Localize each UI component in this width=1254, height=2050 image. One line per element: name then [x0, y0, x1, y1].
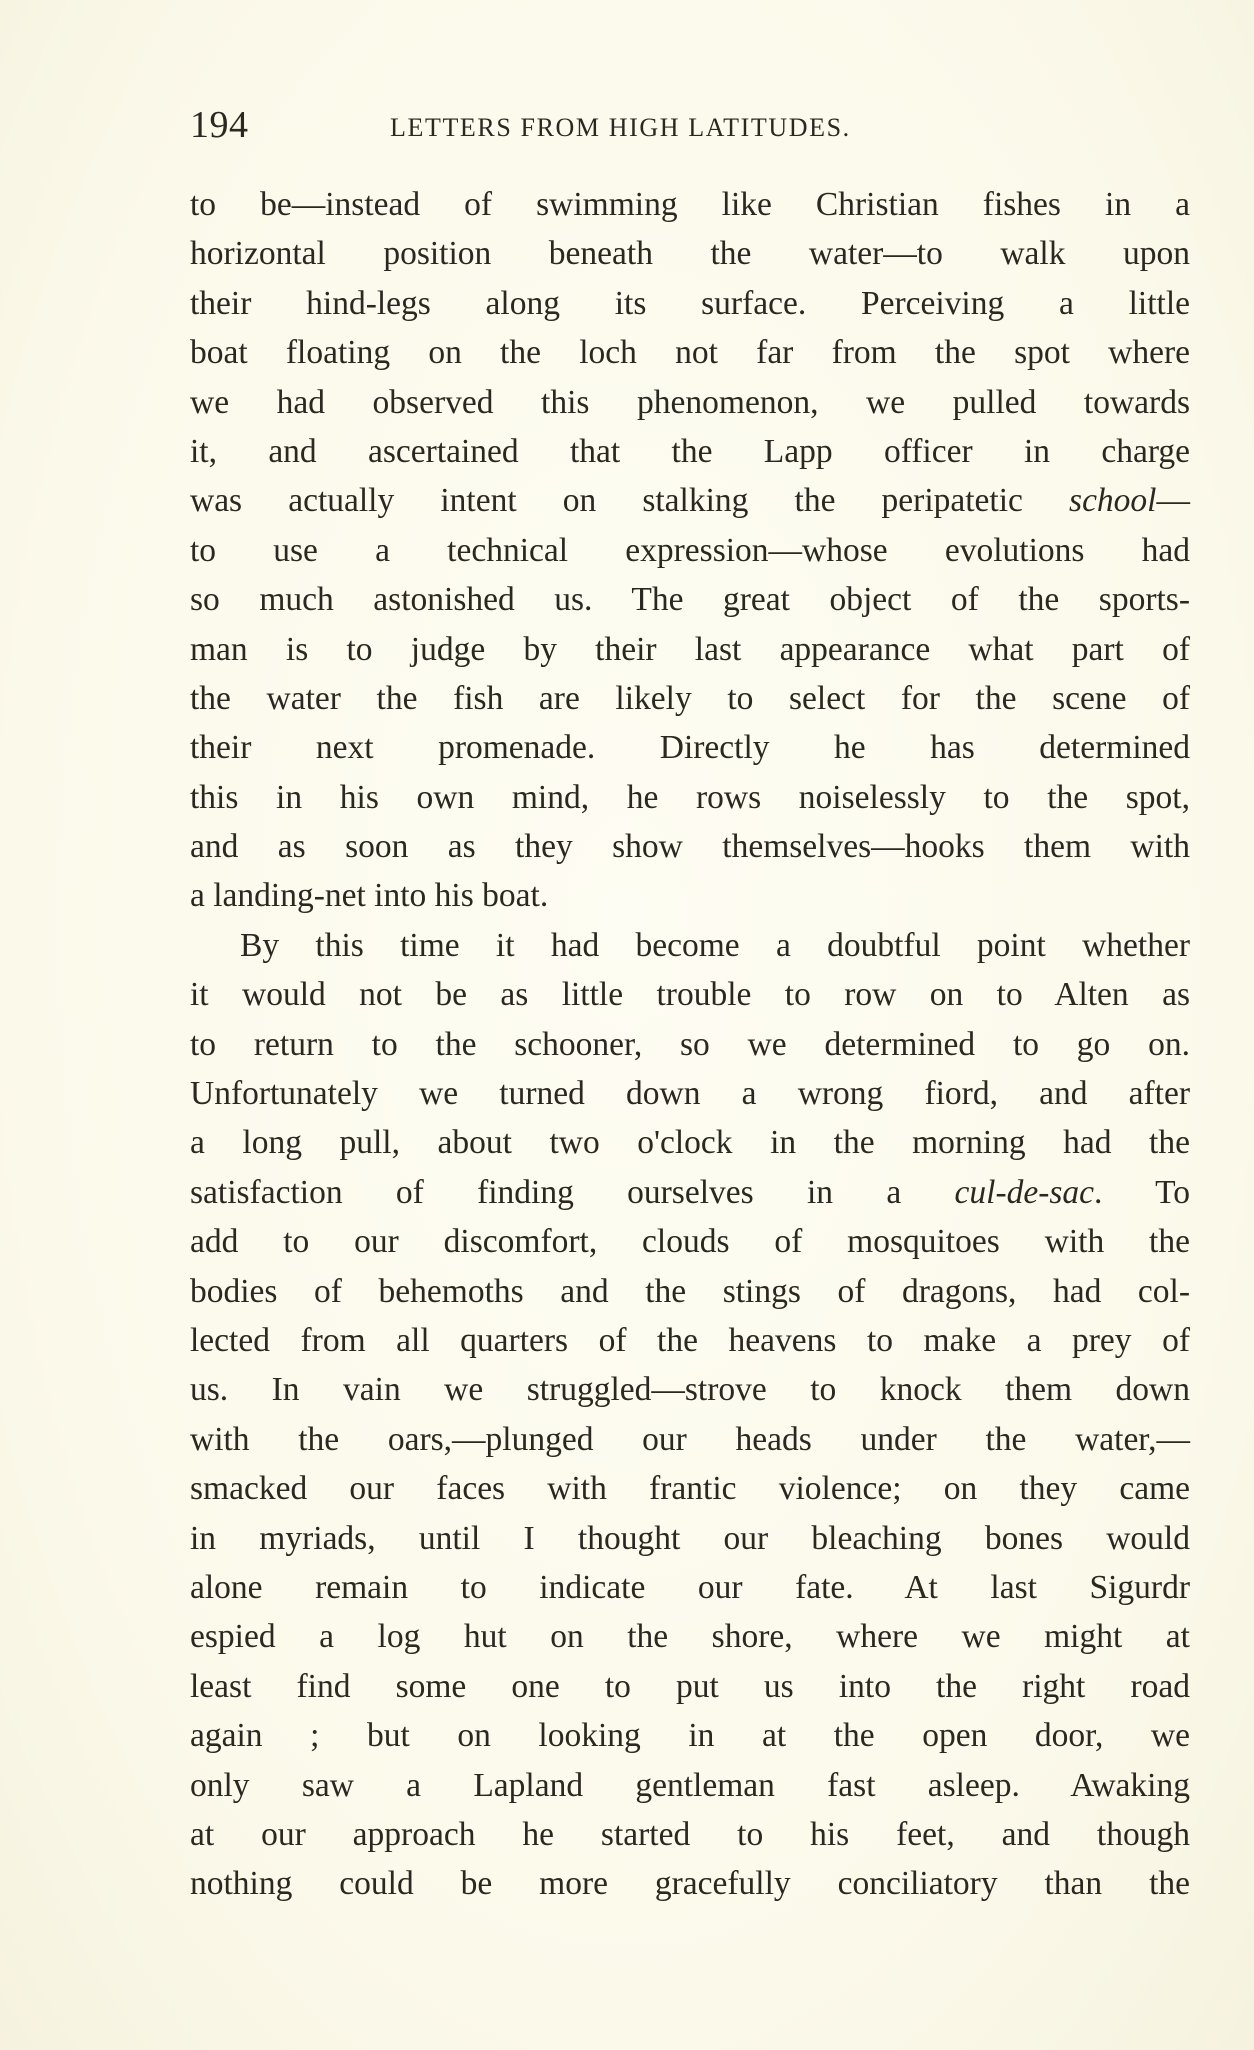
text-line: only saw a Lapland gentleman fast asleep. Awaking — [190, 1766, 1190, 1804]
text-line: lected from all quarters of the heavens to make a prey of — [190, 1321, 1190, 1359]
page-header — [190, 100, 1070, 150]
text-line: By this time it had become a doubtful point whether — [240, 926, 1190, 964]
text-line: alone remain to indicate our fate. At last Sigurdr — [190, 1568, 1190, 1606]
text-line: again ; but on looking in at the open door, we — [190, 1717, 1190, 1755]
text-line: espied a log hut on the shore, where we might at — [190, 1618, 1190, 1656]
text-line: Unfortunately we turned down a wrong fiord, and after — [190, 1075, 1190, 1113]
page-number: 194 — [190, 104, 249, 146]
text-line: satisfaction of finding ourselves in a cul-de-sac. To — [190, 1173, 1190, 1211]
text-line: their next promenade. Directly he has determined — [190, 729, 1190, 767]
text-line: boat floating on the loch not far from the spot where — [190, 334, 1190, 372]
text-line: this in his own mind, he rows noiselessly to the spot, — [190, 778, 1190, 816]
text-line: smacked our faces with frantic violence; on they came — [190, 1470, 1190, 1508]
text-line: least find some one to put us into the right road — [190, 1667, 1190, 1705]
text-line: man is to judge by their last appearance what part of — [190, 630, 1190, 668]
text-line: at our approach he started to his feet, and though — [190, 1815, 1190, 1853]
text-line: horizontal position beneath the water—to walk upon — [190, 235, 1190, 273]
text-line: we had observed this phenomenon, we pulled towards — [190, 383, 1190, 421]
text-line: in myriads, until I thought our bleaching bones would — [190, 1519, 1190, 1557]
text-line: so much astonished us. The great object of the sports- — [190, 581, 1190, 619]
running-title: LETTERS FROM HIGH LATITUDES. — [390, 113, 851, 142]
text-line: to return to the schooner, so we determined to go on. — [190, 1025, 1190, 1063]
text-line: was actually intent on stalking the peripatetic school— — [190, 482, 1190, 520]
text-line: bodies of behemoths and the stings of dragons, had col- — [190, 1272, 1190, 1310]
text-line: nothing could be more gracefully conciliatory than the — [190, 1865, 1190, 1903]
text-line: and as soon as they show themselves—hooks them with — [190, 828, 1190, 866]
text-line: their hind-legs along its surface. Perceiving a little — [190, 284, 1190, 322]
text-line: us. In vain we struggled—strove to knock them down — [190, 1371, 1190, 1409]
italic-term: cul-de-sac — [954, 1173, 1095, 1211]
text-line: the water the fish are likely to select for the scene of — [190, 679, 1190, 717]
italic-term: school — [1069, 482, 1157, 520]
text-line: it, and ascertained that the Lapp officer in charge — [190, 432, 1190, 470]
text-line: add to our discomfort, clouds of mosquitoes with the — [190, 1223, 1190, 1261]
text-line: it would not be as little trouble to row on to Alten as — [190, 976, 1190, 1014]
text-line: a landing-net into his boat. — [190, 877, 549, 915]
text-line: to be—instead of swimming like Christian fishes in a — [190, 186, 1190, 223]
text-line: a long pull, about two o'clock in the morning had the — [190, 1124, 1190, 1162]
text-line: with the oars,—plunged our heads under the water,— — [190, 1420, 1190, 1458]
text-line: to use a technical expression—whose evolutions had — [190, 531, 1190, 569]
body-text — [190, 180, 1190, 1909]
